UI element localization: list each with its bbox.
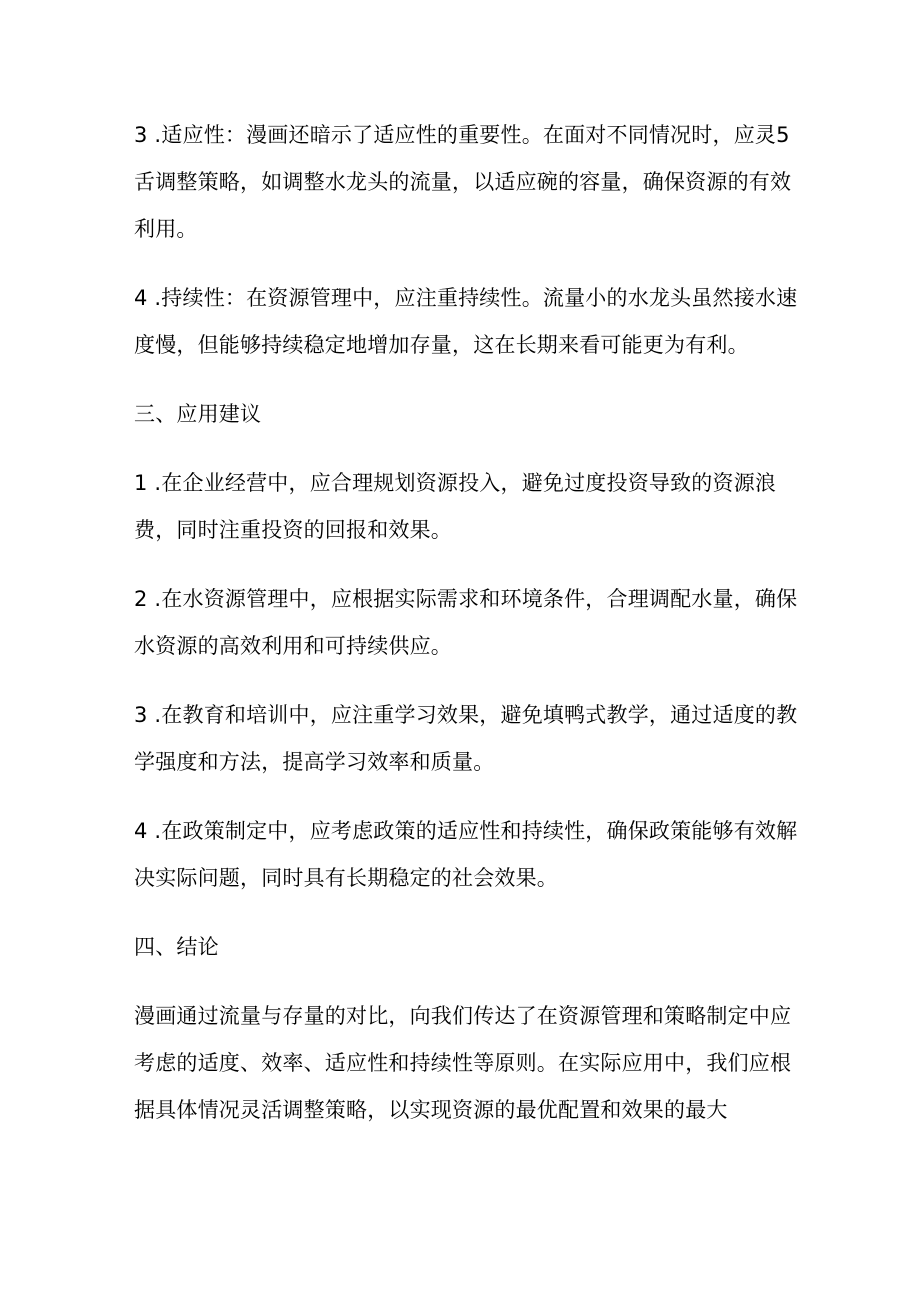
paragraph-advice-2: 2 .在水资源管理中，应根据实际需求和环境条件，合理调配水量，确保水资源的高效利用和可持续供应。 (134, 587, 798, 658)
paragraph-conclusion: 漫画通过流量与存量的对比，向我们传达了在资源管理和策略制定中应考虑的适度、效率、适应性和持续性等原则。在实际应用中，我们应根据具体情况灵活调整策略，以实现资源的最优配置和效果的最大 (134, 1004, 792, 1122)
paragraph-point-3-adaptability: 3 .适应性：漫画还暗示了适应性的重要性。在面对不同情况时，应灵5舌调整策略，如调整水龙头的流量，以适应碗的容量，确保资源的有效利用。 (134, 123, 792, 241)
paragraph-advice-1: 1 .在企业经营中，应合理规划资源投入，避免过度投资导致的资源浪费，同时注重投资的回报和效果。 (134, 471, 777, 542)
paragraph-point-4-sustainability: 4 .持续性：在资源管理中，应注重持续性。流量小的水龙头虽然接水速度慢，但能够持续稳定地增加存量，这在长期来看可能更为有利。 (134, 286, 798, 357)
paragraph-advice-4: 4 .在政策制定中，应考虑政策的适应性和持续性，确保政策能够有效解决实际问题，同时具有长期稳定的社会效果。 (134, 819, 798, 890)
section-heading-conclusion: 四、结论 (134, 935, 219, 959)
section-heading-application-advice: 三、应用建议 (134, 402, 262, 426)
paragraph-advice-3: 3 .在教育和培训中，应注重学习效果，避免填鸭式教学，通过适度的教学强度和方法，提高学习效率和质量。 (134, 703, 798, 774)
